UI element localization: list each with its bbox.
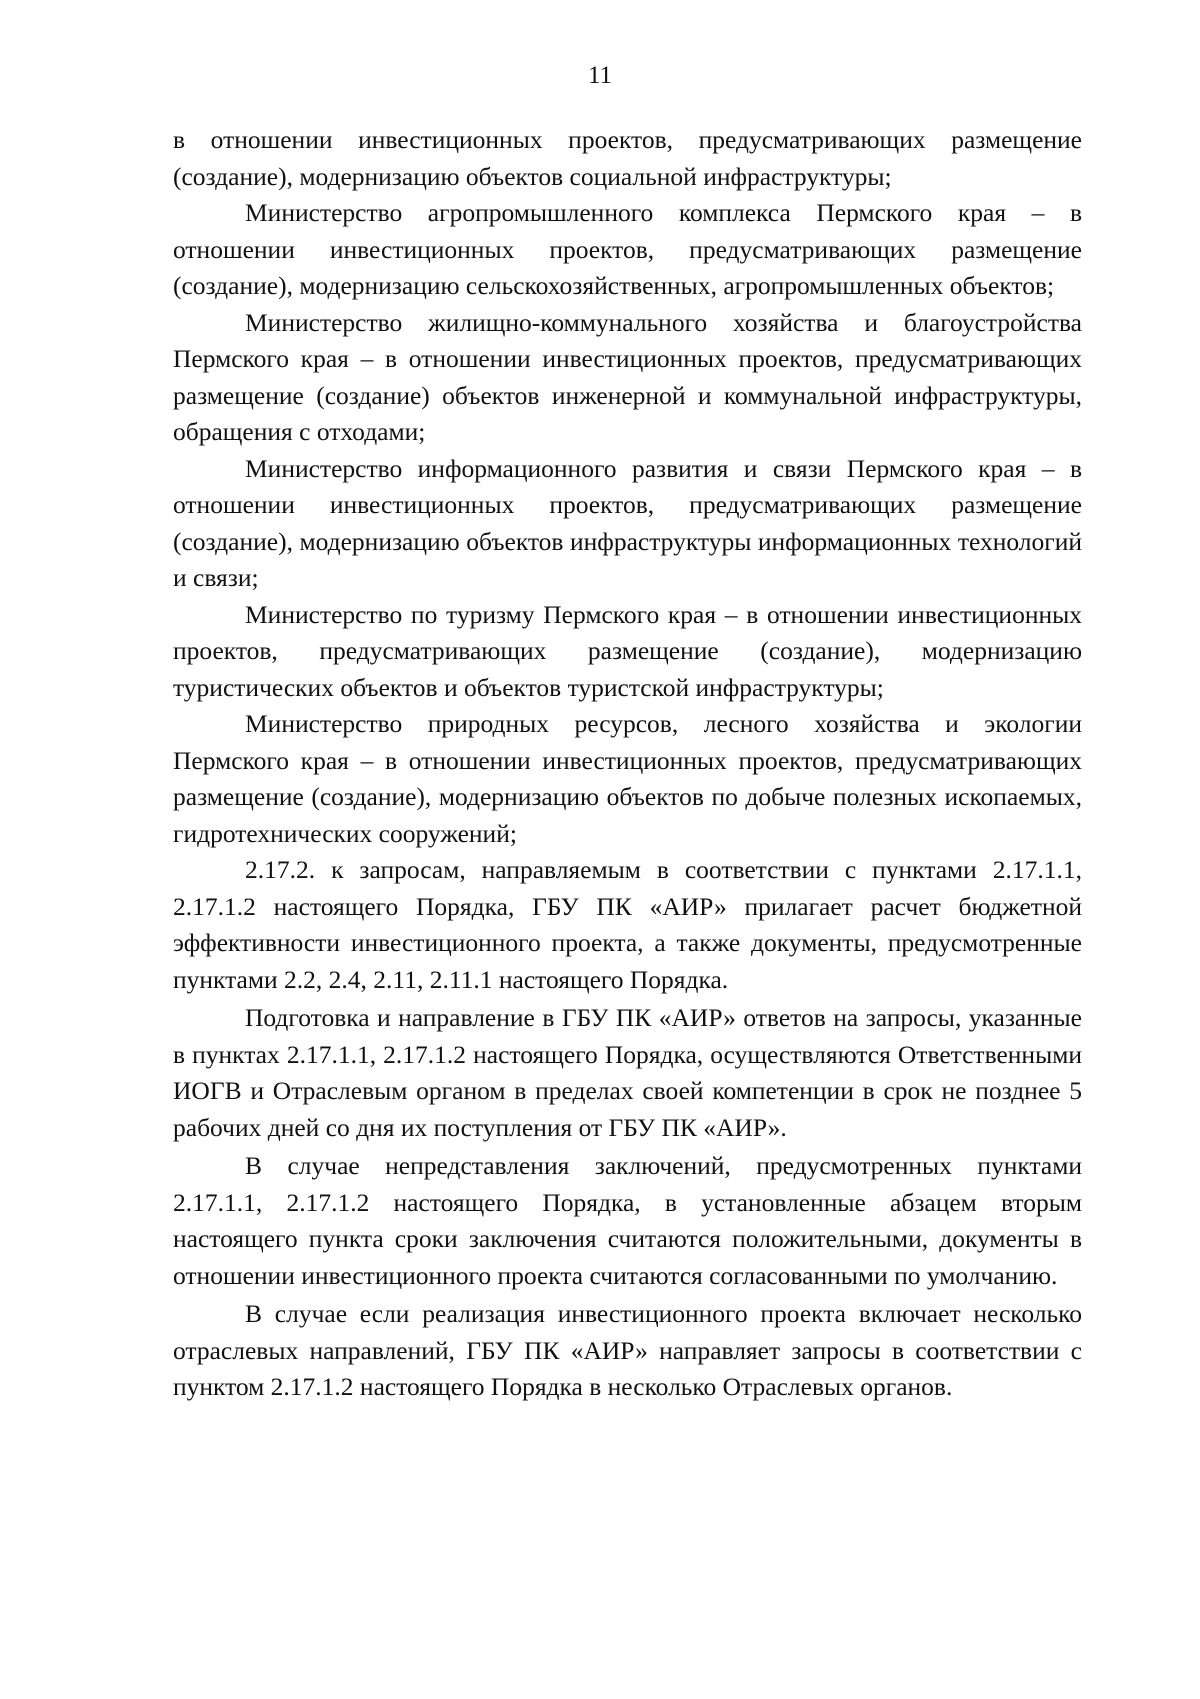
paragraph-2-17-2: 2.17.2. к запросам, направляемым в соответствии с пунктами 2.17.1.1, 2.17.1.2 настоящего Порядка, ГБУ ПК «АИР» прилагает расчет бюджетной эффективности инвестиционного проекта, а также документы, предусмотренные пунктами 2.2, 2.4, 2.11, 2.11.1 настоящего Порядка.: [173, 855, 1082, 994]
document-body: [173, 122, 1082, 1406]
paragraph-default-approval: В случае непредставления заключений, предусмотренных пунктами 2.17.1.1, 2.17.1.2 настоящего Порядка, в установленные абзацем вторым настоящего пункта сроки заключения считаются положительными, документы в отношении инвестиционного проекта считаются согласованными по умолчанию.: [173, 1151, 1082, 1290]
paragraph-housing-ministry: Министерство жилищно-коммунального хозяйства и благоустройства Пермского края – в отношении инвестиционных проектов, предусматривающих размещение (создание) объектов инженерной и коммунальной инфраструктуры, обращения с отходами;: [173, 307, 1082, 446]
paragraph-natural-resources-ministry: Министерство природных ресурсов, лесного хозяйства и экологии Пермского края – в отношении инвестиционных проектов, предусматривающих размещение (создание), модернизацию объектов по добыче полезных ископаемых, гидротехнических сооружений;: [173, 709, 1082, 848]
paragraph-multiple-sectors: В случае если реализация инвестиционного проекта включает несколько отраслевых направлений, ГБУ ПК «АИР» направляет запросы в соответствии с пунктом 2.17.1.2 настоящего Порядка в несколько Отраслевых органов.: [173, 1299, 1082, 1401]
paragraph-continuation: в отношении инвестиционных проектов, предусматривающих размещение (создание), модернизацию объектов социальной инфраструктуры;: [173, 125, 1082, 191]
page-number: 11: [587, 62, 613, 89]
paragraph-agro-ministry: Министерство агропромышленного комплекса Пермского края – в отношении инвестиционных проектов, предусматривающих размещение (создание), модернизацию сельскохозяйственных, агропромышленных объектов;: [173, 198, 1082, 300]
paragraph-tourism-ministry: Министерство по туризму Пермского края – в отношении инвестиционных проектов, предусматривающих размещение (создание), модернизацию туристических объектов и объектов туристской инфраструктуры;: [173, 599, 1082, 702]
paragraph-responses: Подготовка и направление в ГБУ ПК «АИР» ответов на запросы, указанные в пунктах 2.17.1.1, 2.17.1.2 настоящего Порядка, осуществляются Ответственными ИОГВ и Отраслевым органом в пределах своей компетенции в срок не позднее 5 рабочих дней со дня их поступления от ГБУ ПК «АИР».: [173, 1003, 1082, 1142]
paragraph-it-ministry: Министерство информационного развития и связи Пермского края – в отношении инвестиционных проектов, предусматривающих размещение (создание), модернизацию объектов инфраструктуры информационных технологий и связи;: [173, 453, 1082, 592]
